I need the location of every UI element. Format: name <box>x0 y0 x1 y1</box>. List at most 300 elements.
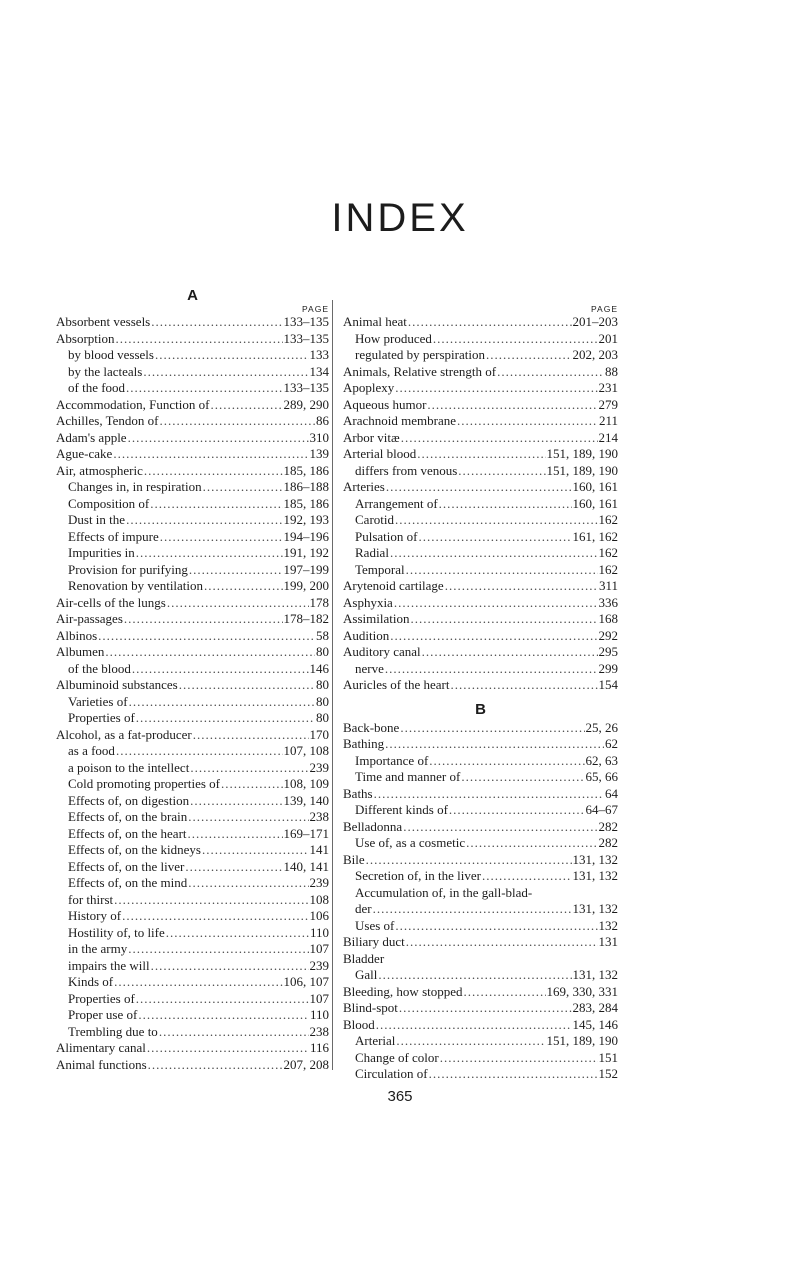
index-pages: 169, 330, 331 <box>546 983 618 999</box>
index-term: Air-cells of the lungs <box>56 594 166 610</box>
leader-dots <box>403 819 597 836</box>
leader-dots <box>210 397 282 414</box>
leader-dots <box>390 545 598 562</box>
index-term: Asphyxia <box>343 594 393 610</box>
index-entry <box>343 984 618 1001</box>
index-entry <box>343 628 618 645</box>
index-term: Bladder <box>343 950 385 966</box>
index-term: Uses of <box>355 917 395 933</box>
index-entry <box>343 562 618 579</box>
index-term: Bleeding, how stopped <box>343 983 463 999</box>
index-term: Albuminoid substances <box>56 677 178 692</box>
index-entry <box>343 934 618 951</box>
index-entry <box>343 677 618 694</box>
leader-dots <box>486 347 572 364</box>
leader-dots <box>114 892 308 909</box>
index-pages: 107 <box>309 990 329 1006</box>
leader-dots <box>136 710 315 727</box>
index-term: Kinds of <box>68 974 114 989</box>
leader-dots <box>116 743 283 760</box>
section-letter-a: A <box>187 287 198 304</box>
index-pages: 62, 63 <box>585 752 618 768</box>
index-term: Bathing <box>343 736 385 751</box>
index-term: Carotid <box>355 512 394 527</box>
index-entry <box>343 918 618 935</box>
index-pages: 154 <box>598 677 618 692</box>
leader-dots <box>400 720 584 737</box>
index-entry <box>56 793 329 810</box>
index-pages: 151, 189, 190 <box>546 446 618 461</box>
index-entry <box>343 364 618 381</box>
index-pages: 295 <box>598 644 618 659</box>
index-pages: 110 <box>309 924 329 940</box>
index-entry <box>56 760 329 777</box>
leader-dots <box>143 364 308 381</box>
leader-dots <box>160 529 283 546</box>
leader-dots <box>450 677 597 694</box>
index-pages: 139 <box>309 446 329 461</box>
index-pages: 192, 193 <box>283 512 329 527</box>
leader-dots <box>429 753 584 770</box>
index-pages: 185, 186 <box>283 462 329 478</box>
index-pages: 64 <box>605 785 618 801</box>
leader-dots <box>126 512 282 529</box>
leader-dots <box>376 1017 572 1034</box>
index-entry <box>56 331 329 348</box>
index-entry <box>56 809 329 826</box>
leader-dots <box>193 727 309 744</box>
column-divider <box>332 300 333 1070</box>
leader-dots <box>179 677 315 694</box>
index-column-left <box>56 288 329 1073</box>
index-term: Gall <box>355 967 378 982</box>
leader-dots <box>147 1040 309 1057</box>
leader-dots <box>128 941 308 958</box>
leader-dots <box>464 984 546 1001</box>
index-pages: 170 <box>309 726 329 742</box>
index-entry <box>343 769 618 786</box>
leader-dots <box>440 1050 598 1067</box>
index-entry <box>56 826 329 843</box>
leader-dots <box>418 529 571 546</box>
index-term: impairs the will <box>68 957 150 973</box>
leader-dots <box>395 512 598 529</box>
index-pages: 299 <box>598 660 618 676</box>
leader-dots <box>374 786 604 803</box>
index-term: Circulation of <box>355 1066 428 1081</box>
leader-dots <box>203 479 283 496</box>
index-pages: 214 <box>598 429 618 445</box>
index-entry <box>343 496 618 513</box>
index-pages: 64–67 <box>585 802 618 817</box>
index-pages: 162 <box>598 512 618 527</box>
index-entry <box>343 951 618 968</box>
index-term: Composition of <box>68 495 150 511</box>
index-pages: 151, 189, 190 <box>546 1033 618 1048</box>
index-entry <box>56 628 329 645</box>
leader-dots <box>126 380 282 397</box>
index-pages: 116 <box>309 1040 329 1055</box>
leader-dots <box>129 694 315 711</box>
index-pages: 289, 290 <box>283 396 329 412</box>
index-pages: 86 <box>316 413 329 428</box>
index-pages: 108 <box>309 891 329 907</box>
leader-dots <box>497 364 604 381</box>
index-pages: 133 <box>309 347 329 362</box>
index-entry <box>56 694 329 711</box>
index-pages: 140, 141 <box>283 858 329 874</box>
index-term: Auditory canal <box>343 644 421 659</box>
index-entry <box>56 941 329 958</box>
index-term: Effects of, on the heart <box>68 825 187 841</box>
index-term: Effects of, on the brain <box>68 809 188 824</box>
index-term: Arteries <box>343 479 385 494</box>
index-entry <box>56 380 329 397</box>
leader-dots <box>204 578 282 595</box>
index-entry <box>343 1066 618 1083</box>
index-term: Animals, Relative strength of <box>343 363 497 379</box>
index-pages: 231 <box>598 380 618 395</box>
index-term: Auricles of the heart <box>343 677 450 692</box>
index-entry <box>343 430 618 447</box>
leader-dots <box>151 314 282 331</box>
index-pages: 282 <box>598 835 618 850</box>
index-term: Accumulation of, in the gall-blad- <box>355 884 533 900</box>
index-pages: 160, 161 <box>572 479 618 494</box>
index-column-right <box>343 288 618 1083</box>
leader-dots <box>188 826 283 843</box>
section-letter-b: B <box>475 700 486 718</box>
index-entry <box>56 644 329 661</box>
index-term: nerve <box>355 660 384 676</box>
leader-dots <box>167 595 309 612</box>
leader-dots <box>166 925 309 942</box>
index-term: Arterial <box>355 1033 396 1048</box>
index-pages: 131, 132 <box>572 967 618 982</box>
index-entry <box>343 753 618 770</box>
index-pages: 58 <box>316 627 329 643</box>
index-entry <box>56 479 329 496</box>
index-term: for thirst <box>68 891 114 907</box>
index-entry <box>56 512 329 529</box>
index-entry <box>56 314 329 331</box>
leader-dots <box>188 875 308 892</box>
index-term: Air, atmospheric <box>56 462 143 478</box>
leader-dots <box>128 430 309 447</box>
index-entry <box>343 1050 618 1067</box>
index-entry <box>343 661 618 678</box>
index-entry-list <box>56 314 329 1073</box>
index-entry <box>343 967 618 984</box>
leader-dots <box>159 1024 309 1041</box>
index-pages: 25, 26 <box>585 719 618 735</box>
index-term: Radial <box>355 545 389 560</box>
index-term: Changes in, in respiration <box>68 479 202 494</box>
index-term: Aqueous humor <box>343 396 427 412</box>
leader-dots <box>458 463 545 480</box>
leader-dots <box>373 901 572 918</box>
index-term: Blind-spot <box>343 1000 398 1015</box>
index-pages: 152 <box>598 1066 618 1081</box>
index-pages: 169–171 <box>283 825 329 841</box>
index-term: Effects of, on the mind <box>68 875 188 890</box>
index-term: Arachnoid membrane <box>343 413 456 428</box>
index-term: Effects of impure <box>68 528 159 544</box>
index-entry <box>56 562 329 579</box>
index-entry <box>343 720 618 737</box>
index-term: Renovation by ventilation <box>68 578 204 593</box>
index-pages: 279 <box>598 396 618 412</box>
index-pages: 110 <box>309 1007 329 1022</box>
index-pages: 238 <box>309 1023 329 1039</box>
index-pages: 311 <box>598 578 618 593</box>
index-term: Time and manner of <box>355 769 461 784</box>
index-term: Dust in the <box>68 512 126 527</box>
index-term: Blood <box>343 1016 375 1032</box>
index-entry <box>56 875 329 892</box>
index-pages: 202, 203 <box>572 347 618 362</box>
index-term: Proper use of <box>68 1007 138 1022</box>
index-term: Back-bone <box>343 719 400 735</box>
leader-dots <box>417 446 545 463</box>
index-entry <box>56 1024 329 1041</box>
index-term: in the army <box>68 941 128 956</box>
index-term: Arytenoid cartilage <box>343 578 444 593</box>
index-entry <box>56 347 329 364</box>
index-term: Bile <box>343 851 365 867</box>
index-entry <box>343 611 618 628</box>
index-term: Temporal <box>355 561 405 577</box>
leader-dots <box>408 314 572 331</box>
leader-dots <box>406 562 598 579</box>
index-term: Properties of <box>68 990 135 1006</box>
index-pages: 160, 161 <box>572 495 618 511</box>
index-term: of the blood <box>68 660 131 676</box>
index-pages: 310 <box>309 429 329 445</box>
index-entry <box>343 802 618 819</box>
index-pages: 107, 108 <box>283 743 329 758</box>
index-entry <box>343 413 618 430</box>
index-entry <box>56 743 329 760</box>
index-pages: 201–203 <box>572 314 618 329</box>
index-term: Achilles, Tendon of <box>56 413 159 428</box>
index-pages: 145, 146 <box>572 1016 618 1032</box>
index-entry <box>56 397 329 414</box>
index-pages: 134 <box>309 363 329 379</box>
leader-dots <box>395 380 597 397</box>
page-number: 365 <box>387 1088 413 1105</box>
leader-dots <box>116 331 283 348</box>
index-term: Apoplexy <box>343 380 395 395</box>
index-term: regulated by perspiration <box>355 347 485 362</box>
index-term: by the lacteals <box>68 363 143 379</box>
index-term: Albinos <box>56 627 98 643</box>
index-entry <box>343 885 618 902</box>
leader-dots <box>190 793 282 810</box>
index-entry <box>343 644 618 661</box>
index-term: by blood vessels <box>68 347 154 362</box>
index-pages: 131, 132 <box>572 851 618 867</box>
leader-dots <box>202 842 309 859</box>
index-term: Belladonna <box>343 818 403 834</box>
index-entry <box>343 786 618 803</box>
index-entry <box>56 463 329 480</box>
index-entry <box>56 430 329 447</box>
index-pages: 239 <box>309 957 329 973</box>
index-entry <box>343 512 618 529</box>
leader-dots <box>150 496 282 513</box>
index-entry <box>56 677 329 694</box>
leader-dots <box>185 859 282 876</box>
leader-dots <box>386 479 572 496</box>
index-entry <box>56 496 329 513</box>
index-term: as a food <box>68 743 115 758</box>
leader-dots <box>439 496 572 513</box>
index-entry-list <box>343 720 618 1083</box>
index-pages: 282 <box>598 818 618 834</box>
leader-dots <box>114 974 282 991</box>
leader-dots <box>144 463 283 480</box>
index-entry <box>343 1033 618 1050</box>
leader-dots <box>406 934 598 951</box>
index-entry <box>56 529 329 546</box>
index-entry-list <box>343 314 618 694</box>
index-term: of the food <box>68 380 126 395</box>
leader-dots <box>401 430 598 447</box>
index-pages: 283, 284 <box>572 1000 618 1015</box>
index-pages: 186–188 <box>283 479 329 494</box>
index-pages: 133–135 <box>283 380 329 395</box>
index-entry <box>56 1040 329 1057</box>
index-pages: 239 <box>309 759 329 775</box>
index-pages: 108, 109 <box>283 776 329 791</box>
index-entry <box>343 397 618 414</box>
index-entry <box>56 892 329 909</box>
index-term: Animal functions <box>56 1056 147 1072</box>
leader-dots <box>422 644 598 661</box>
index-term: Arbor vitæ <box>343 429 400 445</box>
index-entry <box>343 852 618 869</box>
index-entry <box>343 446 618 463</box>
index-entry <box>56 925 329 942</box>
index-term: Properties of <box>68 710 135 725</box>
index-term: Provision for purifying <box>68 561 188 577</box>
index-pages: 191, 192 <box>283 545 329 560</box>
index-entry <box>56 958 329 975</box>
index-pages: 62 <box>605 736 618 751</box>
index-entry <box>343 380 618 397</box>
index-entry <box>56 611 329 628</box>
index-pages: 80 <box>316 644 329 659</box>
index-term: Change of color <box>355 1049 439 1065</box>
index-pages: 131, 132 <box>572 868 618 883</box>
leader-dots <box>190 760 308 777</box>
index-term: Audition <box>343 627 390 643</box>
index-entry <box>343 545 618 562</box>
index-term: Baths <box>343 785 373 801</box>
index-entry <box>343 901 618 918</box>
leader-dots <box>385 661 598 678</box>
leader-dots <box>445 578 598 595</box>
index-term: Biliary duct <box>343 934 405 949</box>
index-pages: 178–182 <box>283 611 329 626</box>
index-entry <box>343 1000 618 1017</box>
index-term: Varieties of <box>68 693 128 709</box>
leader-dots <box>155 347 309 364</box>
index-pages: 201 <box>598 330 618 346</box>
index-term: Pulsation of <box>355 528 418 544</box>
leader-dots <box>98 628 315 645</box>
index-pages: 141 <box>309 842 329 857</box>
index-entry <box>56 364 329 381</box>
leader-dots <box>113 446 308 463</box>
index-term: Alimentary canal <box>56 1040 146 1055</box>
index-entry <box>343 595 618 612</box>
leader-dots <box>457 413 598 430</box>
index-entry <box>343 529 618 546</box>
index-pages: 185, 186 <box>283 495 329 511</box>
index-entry <box>343 331 618 348</box>
index-term: Ague-cake <box>56 446 113 461</box>
index-pages: 197–199 <box>283 561 329 577</box>
index-pages: 146 <box>309 660 329 676</box>
leader-dots <box>395 918 597 935</box>
index-pages: 106, 107 <box>283 974 329 989</box>
index-term: Importance of <box>355 752 429 768</box>
index-term: differs from venous <box>355 462 458 478</box>
index-entry <box>56 446 329 463</box>
index-pages: 88 <box>605 363 618 379</box>
index-pages: 336 <box>598 594 618 610</box>
leader-dots <box>151 958 309 975</box>
leader-dots <box>138 1007 309 1024</box>
index-term: How produced <box>355 330 432 346</box>
index-pages: 132 <box>598 917 618 933</box>
leader-dots <box>159 413 315 430</box>
index-term: Cold promoting properties of <box>68 776 221 791</box>
index-pages: 80 <box>316 710 329 725</box>
index-term: Animal heat <box>343 314 407 329</box>
index-pages: 199, 200 <box>283 578 329 593</box>
index-term: Impurities in <box>68 545 135 560</box>
leader-dots <box>399 1000 572 1017</box>
index-entry <box>343 347 618 364</box>
index-entry <box>343 1017 618 1034</box>
index-entry <box>343 314 618 331</box>
index-term: Arterial blood <box>343 446 417 461</box>
leader-dots <box>148 1057 283 1074</box>
leader-dots <box>461 769 584 786</box>
index-entry <box>56 974 329 991</box>
leader-dots <box>189 562 283 579</box>
index-pages: 151, 189, 190 <box>546 462 618 478</box>
leader-dots <box>105 644 315 661</box>
index-term: Albumen <box>56 644 105 659</box>
index-pages: 168 <box>598 611 618 626</box>
index-pages: 65, 66 <box>585 769 618 784</box>
index-entry <box>56 710 329 727</box>
index-pages: 133–135 <box>283 330 329 346</box>
index-pages: 133–135 <box>283 314 329 329</box>
index-entry <box>343 479 618 496</box>
index-pages: 292 <box>598 627 618 643</box>
index-term: Alcohol, as a fat-producer <box>56 726 192 742</box>
index-entry <box>56 661 329 678</box>
page-column-label: PAGE <box>591 304 618 314</box>
index-entry <box>56 776 329 793</box>
index-pages: 107 <box>309 941 329 956</box>
index-term: Arrangement of <box>355 495 438 511</box>
